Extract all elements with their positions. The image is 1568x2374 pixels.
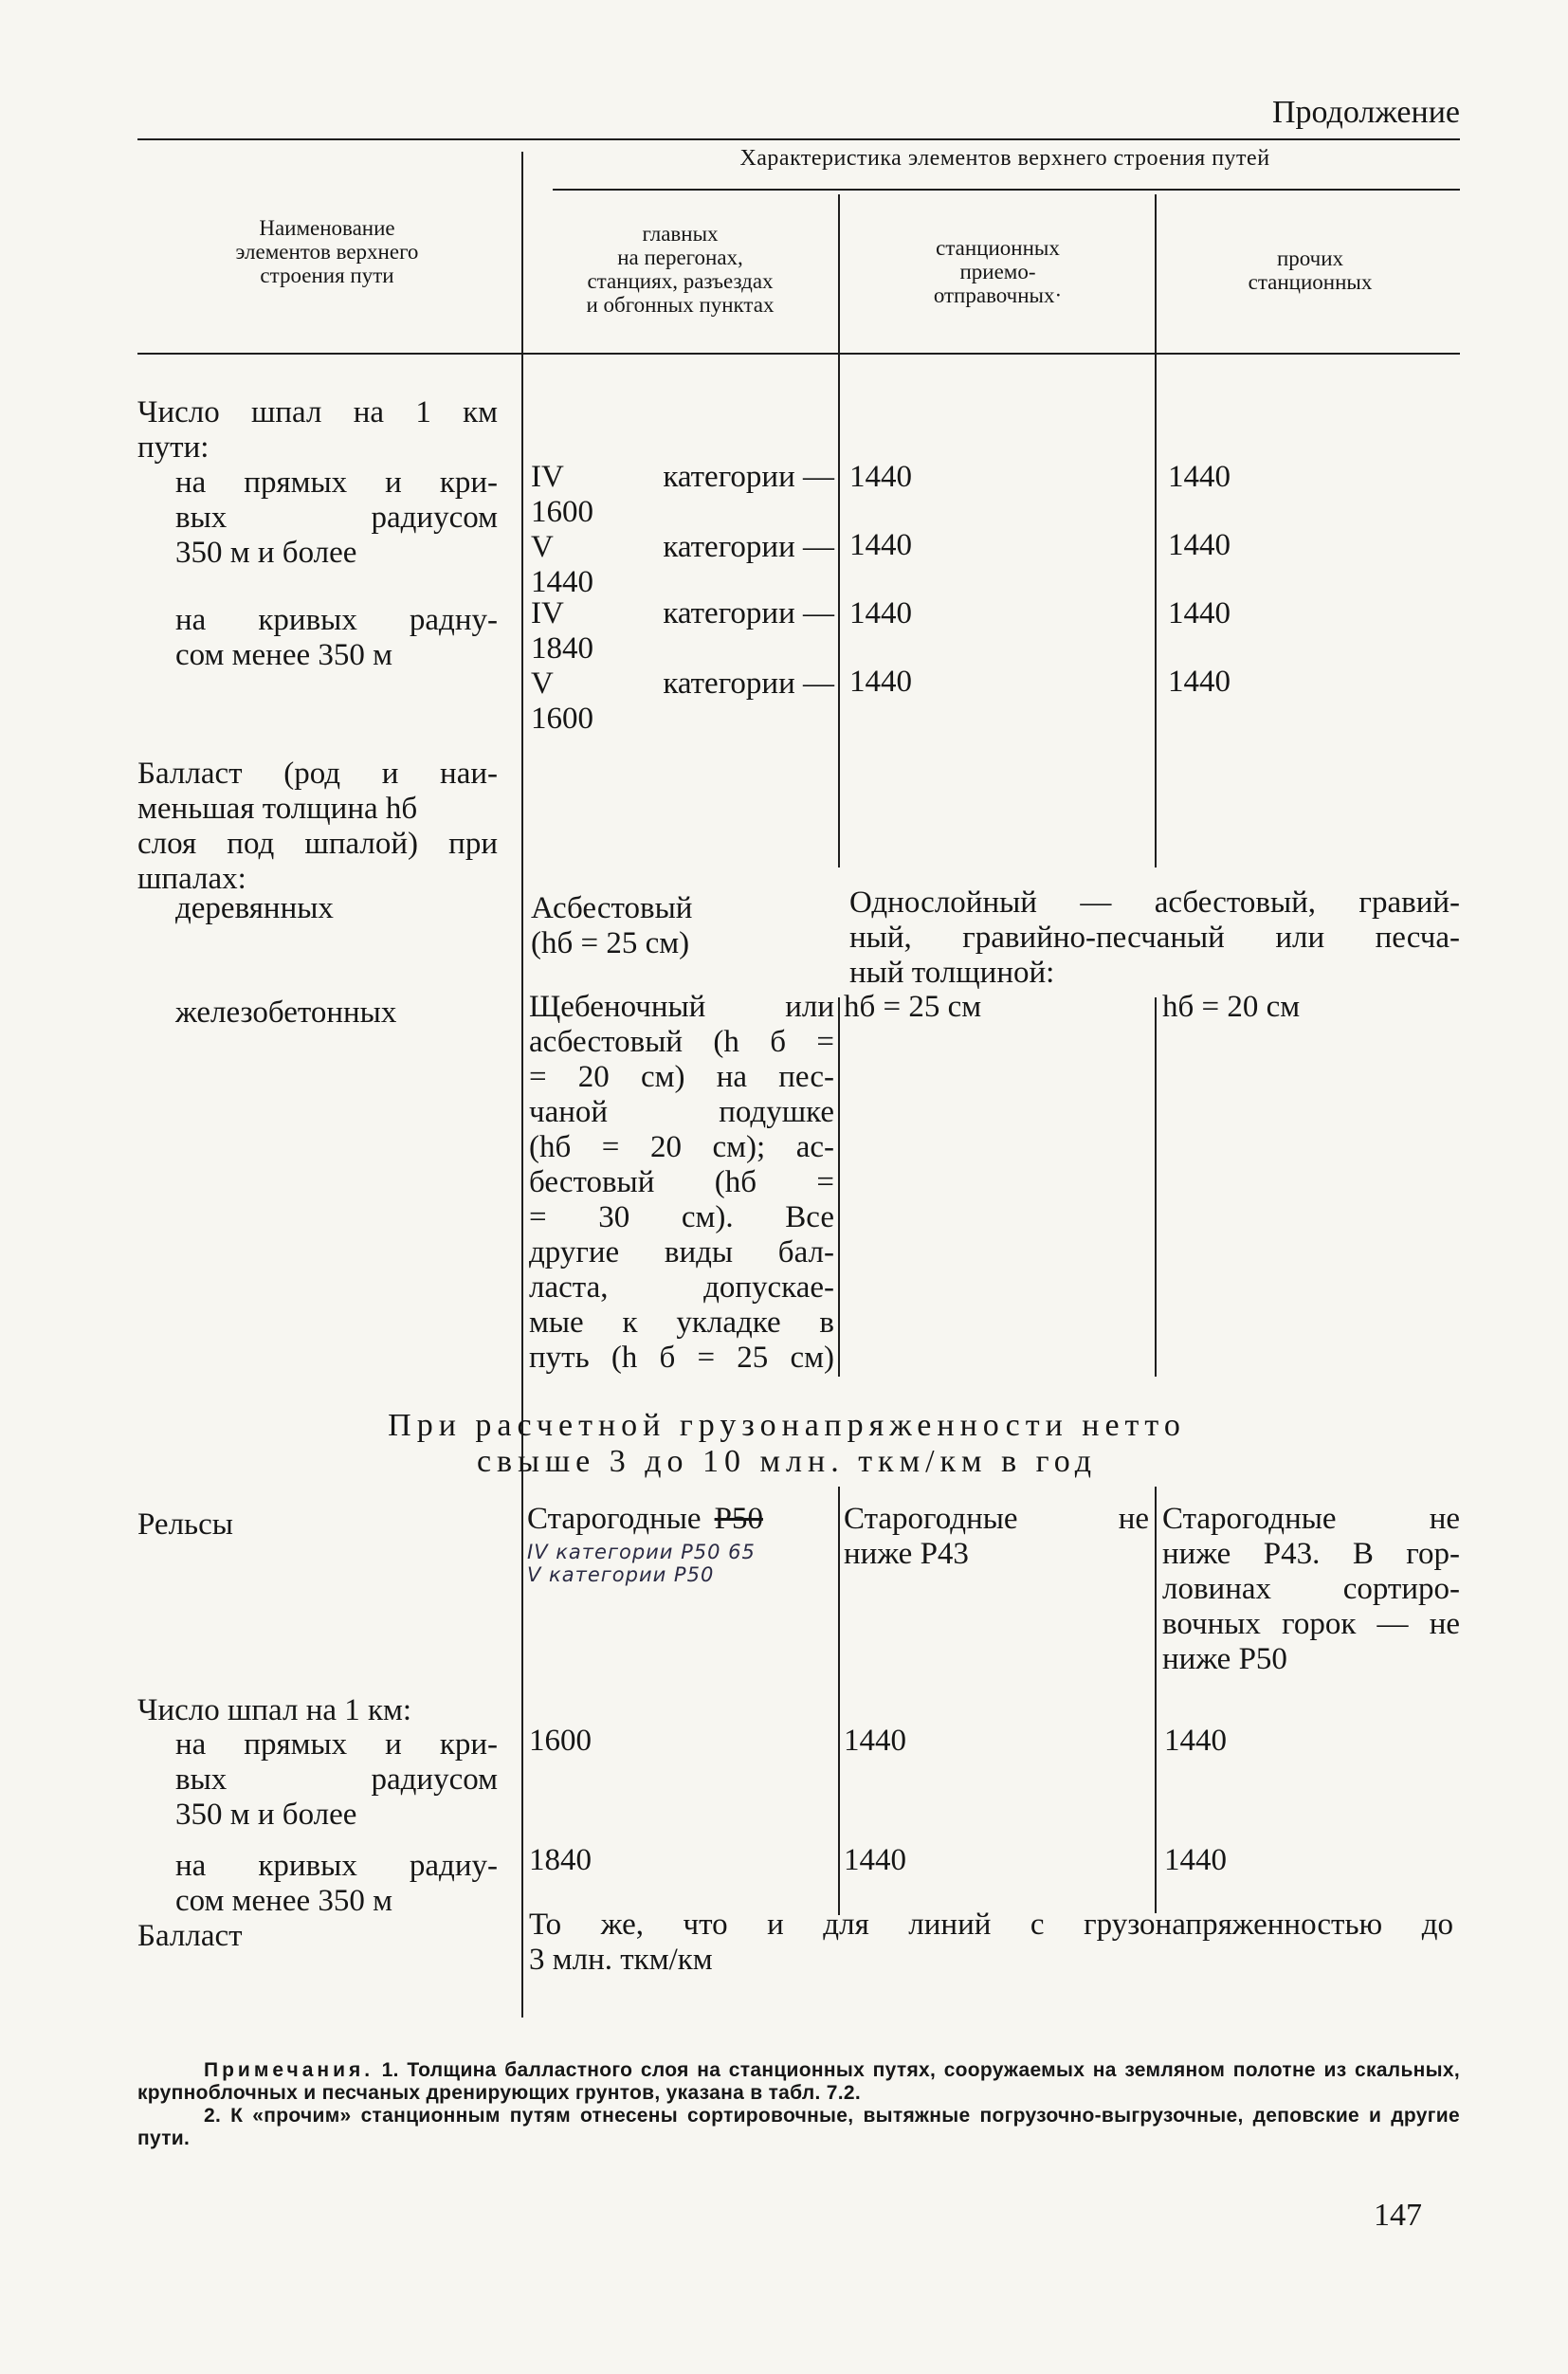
s1-sleepers-title: Число шпал на 1 км пути:: [137, 395, 498, 465]
table-notes: [137, 2059, 1460, 2150]
note-2: 2. К «прочим» станционным путям отнесены сортировочные, вытяжные погрузочно-выгрузочные, деповские и другие пути.: [137, 2105, 1460, 2149]
s1-wooden-label: деревянных: [175, 891, 334, 925]
s2-title-line1: При расчетной грузонапряженности нетто: [388, 1408, 1186, 1443]
notes-lead: Примечания.: [204, 2059, 374, 2081]
column-divider-3c: [1155, 1487, 1157, 1913]
page-number: 147: [1374, 2198, 1422, 2233]
s2-curve-value: 1840: [529, 1843, 592, 1877]
s2-rails-label: Рельсы: [137, 1507, 233, 1542]
header-group-title: Характеристика элементов верхнего строения путей: [739, 146, 1270, 171]
s1-curve-main: IV категории — 1840 V категории — 1600: [531, 596, 834, 736]
table-top-rule: [137, 138, 1460, 140]
s2-rails-handwritten: IV категории Р50 65 V категории Р50: [527, 1541, 756, 1586]
struck-text: Р50: [714, 1502, 763, 1536]
s1-other-value: 1440: [1168, 596, 1231, 630]
s1-station-value: 1440: [849, 665, 912, 699]
s2-straight-value: 1440: [1164, 1724, 1227, 1758]
s1-concrete-label: железобетонных: [175, 995, 397, 1030]
s2-sleepers-title: Число шпал на 1 км:: [137, 1693, 412, 1727]
note-1: 1. Толщина балластного слоя на станционных путях, сооружаемых на земляном полотне из скальных, крупноблочных и песчаных дренирующих грунтов, указана в табл. 7.2.: [137, 2059, 1460, 2104]
s1-station-value: 1440: [849, 460, 912, 494]
s2-title-line2: свыше 3 до 10 млн. ткм/км в год: [476, 1444, 1098, 1479]
group-title-rule: [553, 189, 1460, 191]
s2-rails-main: Старогодные Р50: [527, 1502, 763, 1536]
continuation-label: Продолжение: [1271, 95, 1460, 130]
s2-straight-value: 1440: [844, 1724, 906, 1758]
header-col-station: станционных приемо- отправочных·: [933, 236, 1063, 307]
s2-ballast-label: Балласт: [137, 1919, 243, 1953]
s2-straight-value: 1600: [529, 1724, 592, 1758]
s1-other-value: 1440: [1168, 460, 1231, 494]
s2-ballast-value: То же, что и для линий с грузонапряженностью до 3 млн. ткм/км: [529, 1908, 1453, 1977]
column-divider-3b: [1155, 997, 1157, 1377]
column-divider-2b: [838, 997, 840, 1377]
column-divider-3: [1155, 194, 1157, 867]
s2-rails-station: Старогодные не ниже Р43: [844, 1502, 1149, 1571]
s1-wooden-rest: Однослойный — асбестовый, гравий- ный, гравийно-песчаный или песча- ный толщиной:: [849, 886, 1460, 990]
s1-wooden-main: Асбестовый (hб = 25 см): [531, 891, 693, 960]
header-bottom-rule: [137, 353, 1460, 355]
s1-station-value: 1440: [849, 528, 912, 562]
s2-curve-label: на кривых радиу- сом менее 350 м: [175, 1849, 498, 1918]
s2-curve-value: 1440: [1164, 1843, 1227, 1877]
header-col-name: Наименование элементов верхнего строения пути: [235, 216, 419, 287]
header-col-other: прочих станционных: [1248, 247, 1373, 294]
s2-curve-value: 1440: [844, 1843, 906, 1877]
s1-concrete-station: hб = 25 см: [844, 990, 982, 1024]
s1-station-value: 1440: [849, 596, 912, 630]
s1-straight-label: на прямых и кри- вых радиусом 350 м и более: [175, 466, 498, 570]
s1-other-value: 1440: [1168, 665, 1231, 699]
s1-straight-main: IV категории — 1600 V категории — 1440: [531, 460, 834, 599]
s1-ballast-title: Балласт (род и наи- меньшая толщина hб слоя под шпалой) при шпалах:: [137, 757, 498, 896]
s1-concrete-main: Щебеночный или асбестовый (h б = = 20 см) на пес- чаной подушке (hб = 20 см); ас- бестовый (hб = = 30 см). Все другие виды бал- ласта, допускае- мые к укладке в путь (h б = 25 см): [529, 990, 834, 1375]
header-col-main: главных на перегонах, станциях, разъездах и обгонных пунктах: [586, 222, 775, 317]
s1-concrete-other: hб = 20 см: [1162, 990, 1301, 1024]
column-divider-2: [838, 194, 840, 867]
s1-curve-label: на кривых радну- сом менее 350 м: [175, 603, 498, 672]
column-divider-1: [521, 152, 523, 2018]
s1-other-value: 1440: [1168, 528, 1231, 562]
s2-rails-other: Старогодные не ниже Р43. В гор- ловинах сортиро- вочных горок — не ниже Р50: [1162, 1502, 1460, 1676]
s2-straight-label: на прямых и кри- вых радиусом 350 м и более: [175, 1727, 498, 1832]
